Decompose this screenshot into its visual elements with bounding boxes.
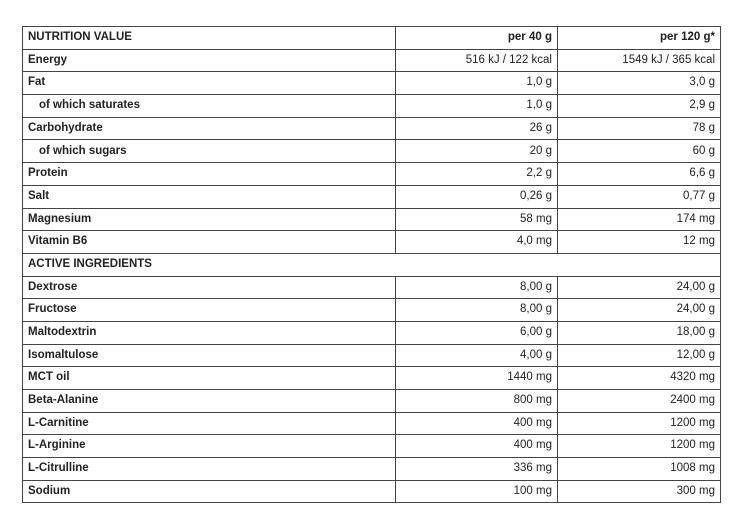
nutrient-name-of-which-saturates: of which saturates — [23, 95, 396, 118]
table-row — [23, 344, 721, 367]
per-40g-value: 8,00 g — [396, 299, 558, 322]
per-120g-value: 2400 mg — [558, 390, 721, 413]
nutrient-name-salt: Salt — [23, 185, 396, 208]
table-row — [23, 276, 721, 299]
table-row — [23, 412, 721, 435]
nutrient-name-of-which-sugars: of which sugars — [23, 140, 396, 163]
per-40g-value: 1,0 g — [396, 95, 558, 118]
ingredient-name-sodium: Sodium — [23, 480, 396, 503]
nutrition-value-heading: NUTRITION VALUE — [23, 27, 396, 50]
active-ingredients-header-row — [23, 253, 721, 276]
per-40g-value: 1440 mg — [396, 367, 558, 390]
ingredient-name-isomaltulose: Isomaltulose — [23, 344, 396, 367]
ingredient-name-l-arginine: L-Arginine — [23, 435, 396, 458]
table-row — [23, 72, 721, 95]
nutrient-name-energy: Energy — [23, 49, 396, 72]
per-40g-value: 400 mg — [396, 412, 558, 435]
per-120g-value: 12 mg — [558, 231, 721, 254]
per-120g-value: 60 g — [558, 140, 721, 163]
per-120g-value: 2,9 g — [558, 95, 721, 118]
ingredient-name-beta-alanine: Beta-Alanine — [23, 390, 396, 413]
table-row — [23, 117, 721, 140]
ingredient-name-maltodextrin: Maltodextrin — [23, 321, 396, 344]
table-row — [23, 299, 721, 322]
per-120g-value: 6,6 g — [558, 163, 721, 186]
per-120g-value: 174 mg — [558, 208, 721, 231]
per-40g-value: 2,2 g — [396, 163, 558, 186]
per-40g-value: 0,26 g — [396, 185, 558, 208]
per-120g-heading: per 120 g* — [558, 27, 721, 50]
table-header-row — [23, 27, 721, 50]
nutrition-table — [22, 26, 721, 503]
nutrient-name-protein: Protein — [23, 163, 396, 186]
active-ingredients-heading: ACTIVE INGREDIENTS — [23, 253, 721, 276]
table-row — [23, 49, 721, 72]
table-row — [23, 208, 721, 231]
nutrient-name-magnesium: Magnesium — [23, 208, 396, 231]
per-120g-value: 12,00 g — [558, 344, 721, 367]
per-120g-value: 1008 mg — [558, 458, 721, 481]
ingredient-name-dextrose: Dextrose — [23, 276, 396, 299]
per-40g-value: 58 mg — [396, 208, 558, 231]
nutrient-name-carbohydrate: Carbohydrate — [23, 117, 396, 140]
per-40g-value: 1,0 g — [396, 72, 558, 95]
per-120g-value: 1549 kJ / 365 kcal — [558, 49, 721, 72]
nutrition-table-body — [23, 27, 721, 503]
per-120g-value: 24,00 g — [558, 299, 721, 322]
per-120g-value: 3,0 g — [558, 72, 721, 95]
per-120g-value: 300 mg — [558, 480, 721, 503]
per-120g-value: 4320 mg — [558, 367, 721, 390]
table-row — [23, 95, 721, 118]
per-40g-value: 336 mg — [396, 458, 558, 481]
table-row — [23, 367, 721, 390]
nutrient-name-fat: Fat — [23, 72, 396, 95]
table-row — [23, 480, 721, 503]
ingredient-name-mct-oil: MCT oil — [23, 367, 396, 390]
table-row — [23, 321, 721, 344]
per-40g-value: 26 g — [396, 117, 558, 140]
table-row — [23, 231, 721, 254]
table-row — [23, 435, 721, 458]
table-row — [23, 390, 721, 413]
per-120g-value: 1200 mg — [558, 435, 721, 458]
ingredient-name-fructose: Fructose — [23, 299, 396, 322]
per-40g-value: 4,00 g — [396, 344, 558, 367]
per-40g-value: 6,00 g — [396, 321, 558, 344]
table-row — [23, 458, 721, 481]
table-row — [23, 185, 721, 208]
nutrient-name-vitamin-b6: Vitamin B6 — [23, 231, 396, 254]
per-120g-value: 78 g — [558, 117, 721, 140]
per-40g-value: 400 mg — [396, 435, 558, 458]
per-40g-value: 4,0 mg — [396, 231, 558, 254]
ingredient-name-l-citrulline: L-Citrulline — [23, 458, 396, 481]
per-40g-value: 516 kJ / 122 kcal — [396, 49, 558, 72]
per-40g-value: 100 mg — [396, 480, 558, 503]
per-40g-heading: per 40 g — [396, 27, 558, 50]
per-40g-value: 8,00 g — [396, 276, 558, 299]
table-row — [23, 140, 721, 163]
per-120g-value: 24,00 g — [558, 276, 721, 299]
per-120g-value: 0,77 g — [558, 185, 721, 208]
ingredient-name-l-carnitine: L-Carnitine — [23, 412, 396, 435]
per-120g-value: 18,00 g — [558, 321, 721, 344]
per-120g-value: 1200 mg — [558, 412, 721, 435]
per-40g-value: 20 g — [396, 140, 558, 163]
table-row — [23, 163, 721, 186]
per-40g-value: 800 mg — [396, 390, 558, 413]
